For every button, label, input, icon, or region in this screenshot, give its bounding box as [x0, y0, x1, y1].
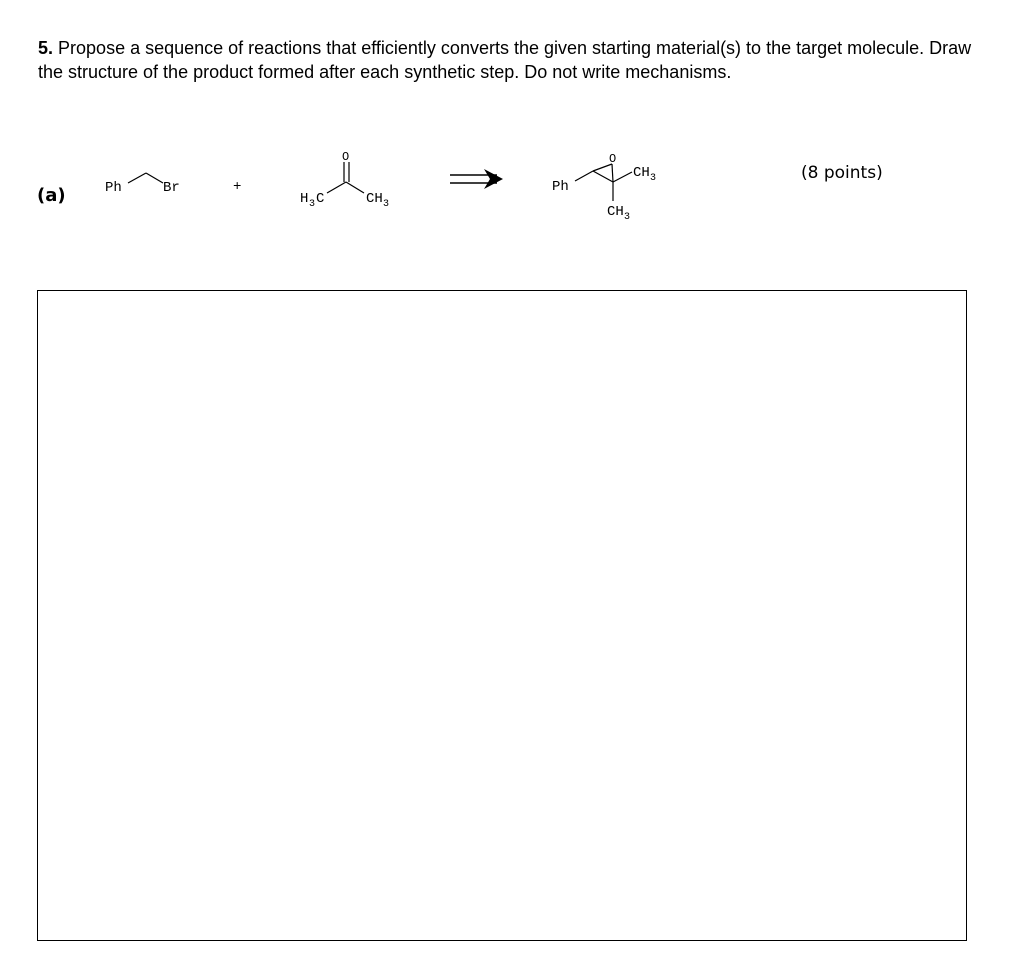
bond-1 [128, 173, 146, 183]
product-methyl1-sub: 3 [650, 173, 657, 184]
acetone-h: H [300, 191, 309, 207]
points-label: (8 points) [801, 163, 883, 183]
product-epoxide [552, 152, 656, 223]
product-bond-ph [575, 171, 593, 181]
reactant-benzyl-bromide [105, 173, 180, 196]
methyl1-bond [613, 172, 632, 182]
question-prompt: Propose a sequence of reactions that efficiently converts the given starting material(s) to the target molecule. Draw the structure of the product formed after each synthetic step. Do not write mechanisms. [38, 38, 972, 82]
reactant-acetone [300, 150, 389, 210]
acetone-ch-sub: 3 [383, 199, 390, 210]
acetone-c: C [316, 191, 325, 207]
product-ph: Ph [552, 179, 569, 195]
epoxide-o-c [612, 164, 613, 182]
acetone-oxygen: O [342, 150, 350, 164]
epoxide-oxygen: O [609, 152, 617, 166]
product-methyl1: CH [633, 165, 650, 181]
acetone-bond-right [346, 182, 364, 193]
bond-2 [146, 173, 163, 183]
answer-box[interactable] [37, 290, 967, 941]
acetone-ch: CH [366, 191, 383, 207]
retrosynthesis-arrow [450, 169, 503, 189]
question-text [38, 36, 998, 84]
reaction-scheme [0, 140, 1024, 240]
acetone-bond-left [327, 182, 346, 193]
product-methyl2-sub: 3 [624, 212, 631, 223]
product-methyl2: CH [607, 204, 624, 220]
reactant1-br: Br [163, 180, 180, 196]
epoxide-c-c [593, 171, 613, 182]
part-label: (a) [37, 185, 66, 206]
reactant1-ph: Ph [105, 180, 122, 196]
acetone-h-sub: 3 [309, 199, 316, 210]
question-number: 5. [38, 38, 54, 58]
plus-sign: + [233, 179, 242, 195]
